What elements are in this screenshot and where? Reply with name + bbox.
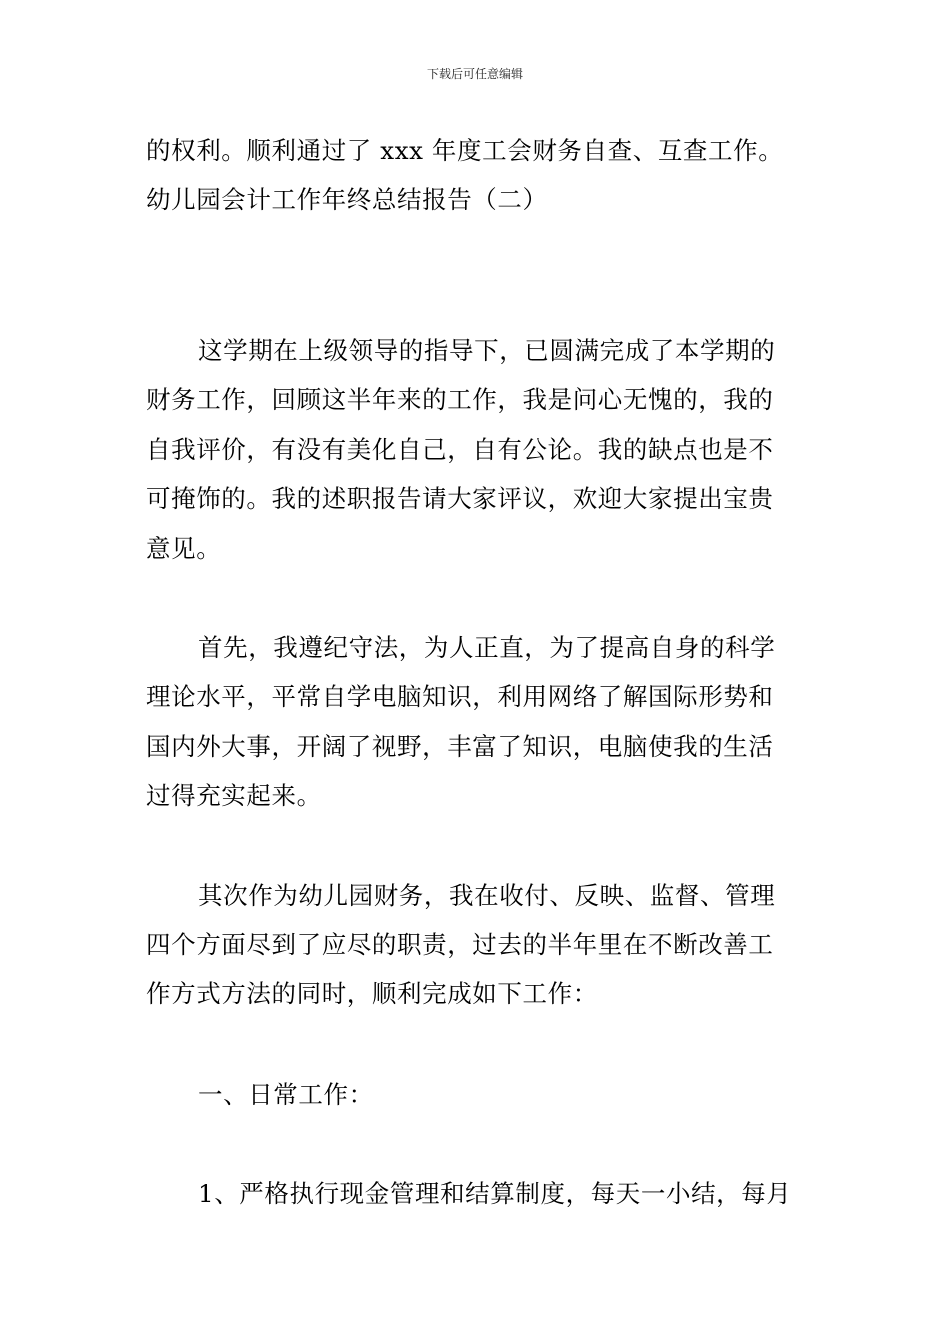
paragraph-line: 自我评价，有没有美化自己，自有公论。我的缺点也是不: [146, 435, 774, 464]
paragraph-line: 国内外大事，开阔了视野，丰富了知识，电脑使我的生活: [146, 732, 774, 761]
paragraph-line: 意见。: [146, 534, 222, 563]
paragraph-line: 其次作为幼儿园财务，我在收付、反映、监督、管理: [198, 881, 776, 910]
paragraph-line: 可掩饰的。我的述职报告请大家评议，欢迎大家提出宝贵: [146, 484, 774, 513]
paragraph-line: 财务工作，回顾这半年来的工作，我是问心无愧的，我的: [146, 385, 774, 414]
paragraph-line: 过得充实起来。: [146, 781, 322, 810]
subsection-heading: 一、日常工作：: [198, 1080, 374, 1109]
paragraph-line: 这学期在上级领导的指导下，已圆满完成了本学期的: [198, 336, 776, 365]
paragraph-line: 作方式方法的同时，顺利完成如下工作：: [146, 979, 598, 1008]
section-title: 幼儿园会计工作年终总结报告（二）: [146, 185, 548, 214]
paragraph-line: 1、严格执行现金管理和结算制度，每天一小结，每月: [198, 1179, 792, 1208]
page-header: 下载后可任意编辑: [426, 67, 523, 81]
paragraph-line: 四个方面尽到了应尽的职责，过去的半年里在不断改善工: [146, 930, 774, 959]
paragraph-line: 理论水平，平常自学电脑知识，利用网络了解国际形势和: [146, 682, 774, 711]
body-line: 的权利。顺利通过了 xxx 年度工会财务自查、互查工作。: [146, 136, 784, 165]
paragraph-line: 首先，我遵纪守法，为人正直，为了提高自身的科学: [198, 633, 776, 662]
